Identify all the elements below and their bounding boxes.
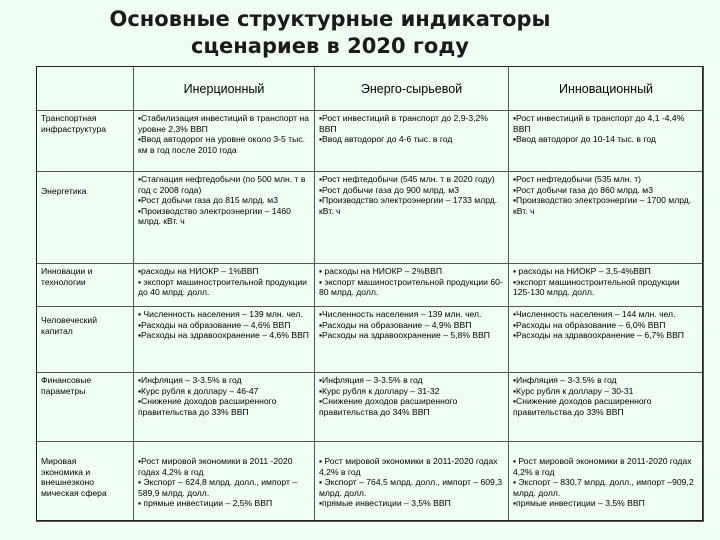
table-cell: ▪ Рост мировой экономики в 2011-2020 годах 4,2% в год ▪ Экспорт – 764,5 млрд. долл., импорт – 609,3 млрд. долл. ▪прямые инвестиции – 3,5% ВВП xyxy=(315,442,509,522)
table-cell: ▪ расходы на НИОКР – 2%ВВП ▪ экспорт машиностроительной продукции 60-80 млрд. долл. xyxy=(315,264,509,307)
row-label: Человеческий капитал xyxy=(37,307,134,373)
table-cell: ▪ Численность населения – 139 млн. чел. ▪Расходы на образование – 4,6% ВВП ▪Расходы на здравоохранение – 4,6% ВВП xyxy=(134,307,315,373)
table-row-human-capital xyxy=(37,307,704,373)
header-inertial: Инерционный xyxy=(134,67,315,111)
table-cell: ▪ расходы на НИОКР – 3,5-4%ВВП ▪экспорт машиностроительной продукции 125-130 млрд. долл. xyxy=(509,264,704,307)
table-row-transport xyxy=(37,111,704,172)
table-cell: ▪Численность населения – 139 млн. чел. ▪Расходы на образование – 4,9% ВВП ▪Расходы на здравоохранение – 5,8% ВВП xyxy=(315,307,509,373)
table-cell: ▪Инфляция – 3-3.5% в год ▪Курс рубля к доллару – 46-47 ▪Снижение доходов расширенного правительства до 33% ВВП xyxy=(134,373,315,442)
table-cell: ▪Рост нефтедобычи (545 млн. т в 2020 году) ▪Рост добычи газа до 900 млрд. м3 ▪Производство электроэнергии – 1733 млрд. кВт. ч xyxy=(315,172,509,264)
title-line-1: Основные структурные индикаторы xyxy=(109,7,551,31)
table-row-finance xyxy=(37,373,704,442)
table-row-world-economy xyxy=(37,442,704,522)
table-cell: ▪Рост инвестиций в транспорт до 4,1 -4,4% ВВП ▪Ввод автодорог до 10-14 тыс. в год xyxy=(509,111,704,172)
row-label: Энергетика xyxy=(37,172,134,264)
row-label: Инновации и технологии xyxy=(37,264,134,307)
row-label: Транспортная инфраструктура xyxy=(37,111,134,172)
page-title xyxy=(0,6,660,60)
table-row-innovation xyxy=(37,264,704,307)
scenario-table xyxy=(36,66,704,522)
table-cell: ▪расходы на НИОКР – 1%ВВП ▪ экспорт машиностроительной продукции до 40 млрд. долл. xyxy=(134,264,315,307)
table-cell: ▪Численность населения – 144 млн. чел. ▪Расходы на образование – 6,0% ВВП ▪Расходы на здравоохранение – 6,7% ВВП xyxy=(509,307,704,373)
table-cell: ▪Стабилизация инвестиций в транспорт на уровне 2,3% ВВП ▪Ввод автодорог на уровне около 3-5 тыс. км в год после 2010 года xyxy=(134,111,315,172)
header-row xyxy=(37,67,704,111)
table-cell: ▪Рост нефтедобычи (535 млн. т) ▪Рост добычи газа до 860 млрд. м3 ▪Производство электроэнергии – 1700 млрд. кВт. ч xyxy=(509,172,704,264)
table-cell: ▪Стагнация нефтедобычи (по 500 млн. т в год с 2008 года) ▪Рост добычи газа до 815 млрд. м3 ▪Производство электроэнергии – 1460 млрд. кВт. ч xyxy=(134,172,315,264)
table-cell: ▪Инфляция – 3-3.5% в год ▪Курс рубля к доллару – 30-31 ▪Снижение доходов расширенного правительства до 33% ВВП xyxy=(509,373,704,442)
title-line-2: сценариев в 2020 году xyxy=(191,34,469,58)
table-cell: ▪Рост мировой экономики в 2011 -2020 годах 4,2% в год ▪ Экспорт – 624,8 млрд. долл., импорт – 589,9 млрд. долл. ▪ прямые инвестиции – 2,5% ВВП xyxy=(134,442,315,522)
row-label: Мировая экономика и внешнеэконо мическая сфера xyxy=(37,442,134,522)
header-corner-cell xyxy=(37,67,134,111)
table-row-energy xyxy=(37,172,704,264)
header-innovative: Инновационный xyxy=(509,67,704,111)
header-energy-resource: Энерго-сырьевой xyxy=(315,67,509,111)
table-cell: ▪ Рост мировой экономики в 2011-2020 годах 4,2% в год ▪ Экспорт – 830,7 млрд. долл., импорт –909,2 млрд. долл. ▪прямые инвестиции – 3,5% ВВП xyxy=(509,442,704,522)
table-cell: ▪Рост инвестиций в транспорт до 2,9-3,2% ВВП ▪Ввод автодорог до 4-6 тыс. в год xyxy=(315,111,509,172)
table-cell: ▪Инфляция – 3-3.5% в год ▪Курс рубля к доллару – 31-32 ▪Снижение доходов расширенного правительства до 34% ВВП xyxy=(315,373,509,442)
row-label: Финансовые параметры xyxy=(37,373,134,442)
